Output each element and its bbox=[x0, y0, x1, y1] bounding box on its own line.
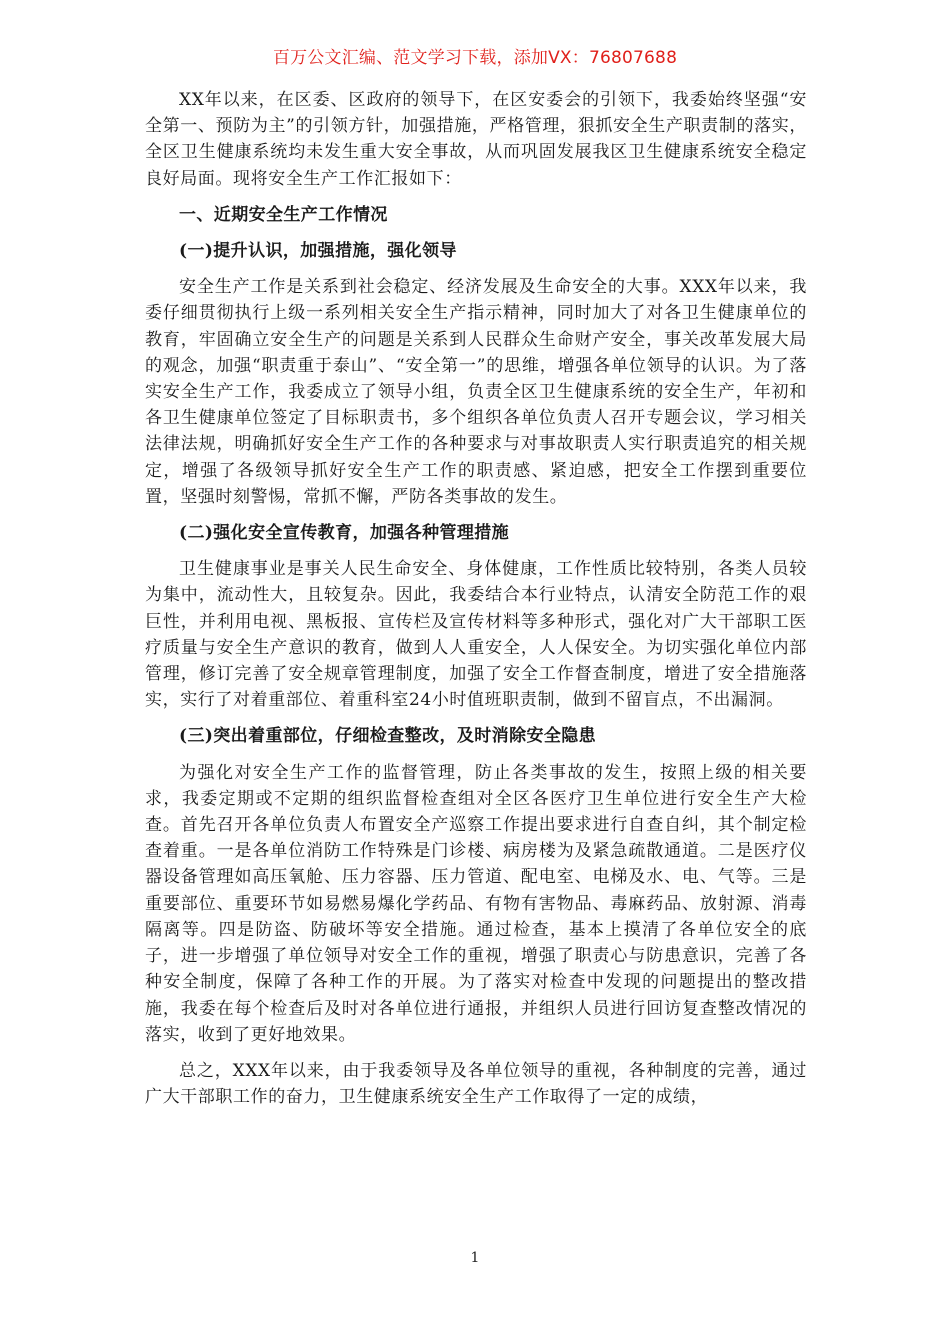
page-number: 1 bbox=[470, 1250, 480, 1266]
conclusion-paragraph: 总之，XXX年以来，由于我委领导及各单位领导的重视，各种制度的完善，通过广大干部职工作的奋力，卫生健康系统安全生产工作取得了一定的成绩， bbox=[145, 1060, 807, 1108]
intro-paragraph: XX年以来，在区委、区政府的领导下，在区安委会的引领下，我委始终坚强“安全第一、预防为主”的引领方针，加强措施，严格管理，狠抓安全生产职责制的落实，全区卫生健康系统均未发生重大安全事故，从而巩固发展我区卫生健康系统安全稳定良好局面。现将安全生产工作汇报如下： bbox=[145, 90, 807, 189]
subsection-3-heading: (三)突出着重部位，仔细检查整改，及时消除安全隐患 bbox=[179, 726, 597, 747]
header-banner: 百万公文汇编、范文学习下载，添加VX：76807688 bbox=[272, 48, 678, 68]
subsection-3-paragraph: 为强化对安全生产工作的监督管理，防止各类事故的发生，按照上级的相关要求，我委定期或不定期的组织监督检查组对全区各医疗卫生单位进行安全生产大检查。首先召开各单位负责人布置安全产巡察工作提出要求进行自查自纠，其个制定检查着重。一是各单位消防工作特殊是门诊楼、病房楼为及紧急疏散通道。二是医疗仪器设备管理如高压氧舱、压力容器、压力管道、配电室、电梯及水、电、气等。三是重要部位、重要环节如易燃易爆化学药品、有物有害物品、毒麻药品、放射源、消毒隔离等。四是防盗、防破坏等安全措施。通过检查，基本上摸清了各单位安全的底子，进一步增强了单位领导对安全工作的重视，增强了职责心与防患意识，完善了各种安全制度，保障了各种工作的开展。为了落实对检查中发现的问题提出的整改措施，我委在每个检查后及时对各单位进行通报，并组织人员进行回访复查整改情况的落实，收到了更好地效果。 bbox=[145, 762, 807, 1045]
subsection-2-heading: (二)强化安全宣传教育，加强各种管理措施 bbox=[179, 523, 510, 544]
document-body bbox=[145, 87, 807, 1110]
subsection-1-paragraph: 安全生产工作是关系到社会稳定、经济发展及生命安全的大事。XXX年以来，我委仔细贯彻执行上级一系列相关安全生产指示精神，同时加大了对各卫生健康单位的教育，牢固确立安全生产的问题是关系到人民群众生命财产安全，事关改革发展大局的观念，加强“职责重于泰山”、“安全第一”的思维，增强各单位领导的认识。为了落实安全生产工作，我委成立了领导小组，负责全区卫生健康系统的安全生产，年初和各卫生健康单位签定了目标职责书，多个组织各单位负责人召开专题会议，学习相关法律法规，明确抓好安全生产工作的各种要求与对事故职责人实行职责追究的相关规定，增强了各级领导抓好安全生产工作的职责感、紧迫感，把安全工作摆到重要位置，坚强时刻警惕，常抓不懈，严防各类事故的发生。 bbox=[145, 277, 807, 507]
subsection-1-heading: (一)提升认识，加强措施，强化领导 bbox=[179, 241, 457, 262]
subsection-2-paragraph: 卫生健康事业是事关人民生命安全、身体健康，工作性质比较特别，各类人员较为集中，流动性大，且较复杂。因此，我委结合本行业特点，认清安全防范工作的艰巨性，并利用电视、黑板报、宣传栏及宣传材料等多种形式，强化对广大干部职工医疗质量与安全生产意识的教育，做到人人重安全，人人保安全。为切实强化单位内部管理，修订完善了安全规章管理制度，加强了安全工作督查制度，增进了安全措施落实，实行了对着重部位、着重科室24小时值班职责制，做到不留盲点，不出漏洞。 bbox=[145, 559, 807, 711]
section-1-heading: 一、近期安全生产工作情况 bbox=[179, 204, 388, 225]
